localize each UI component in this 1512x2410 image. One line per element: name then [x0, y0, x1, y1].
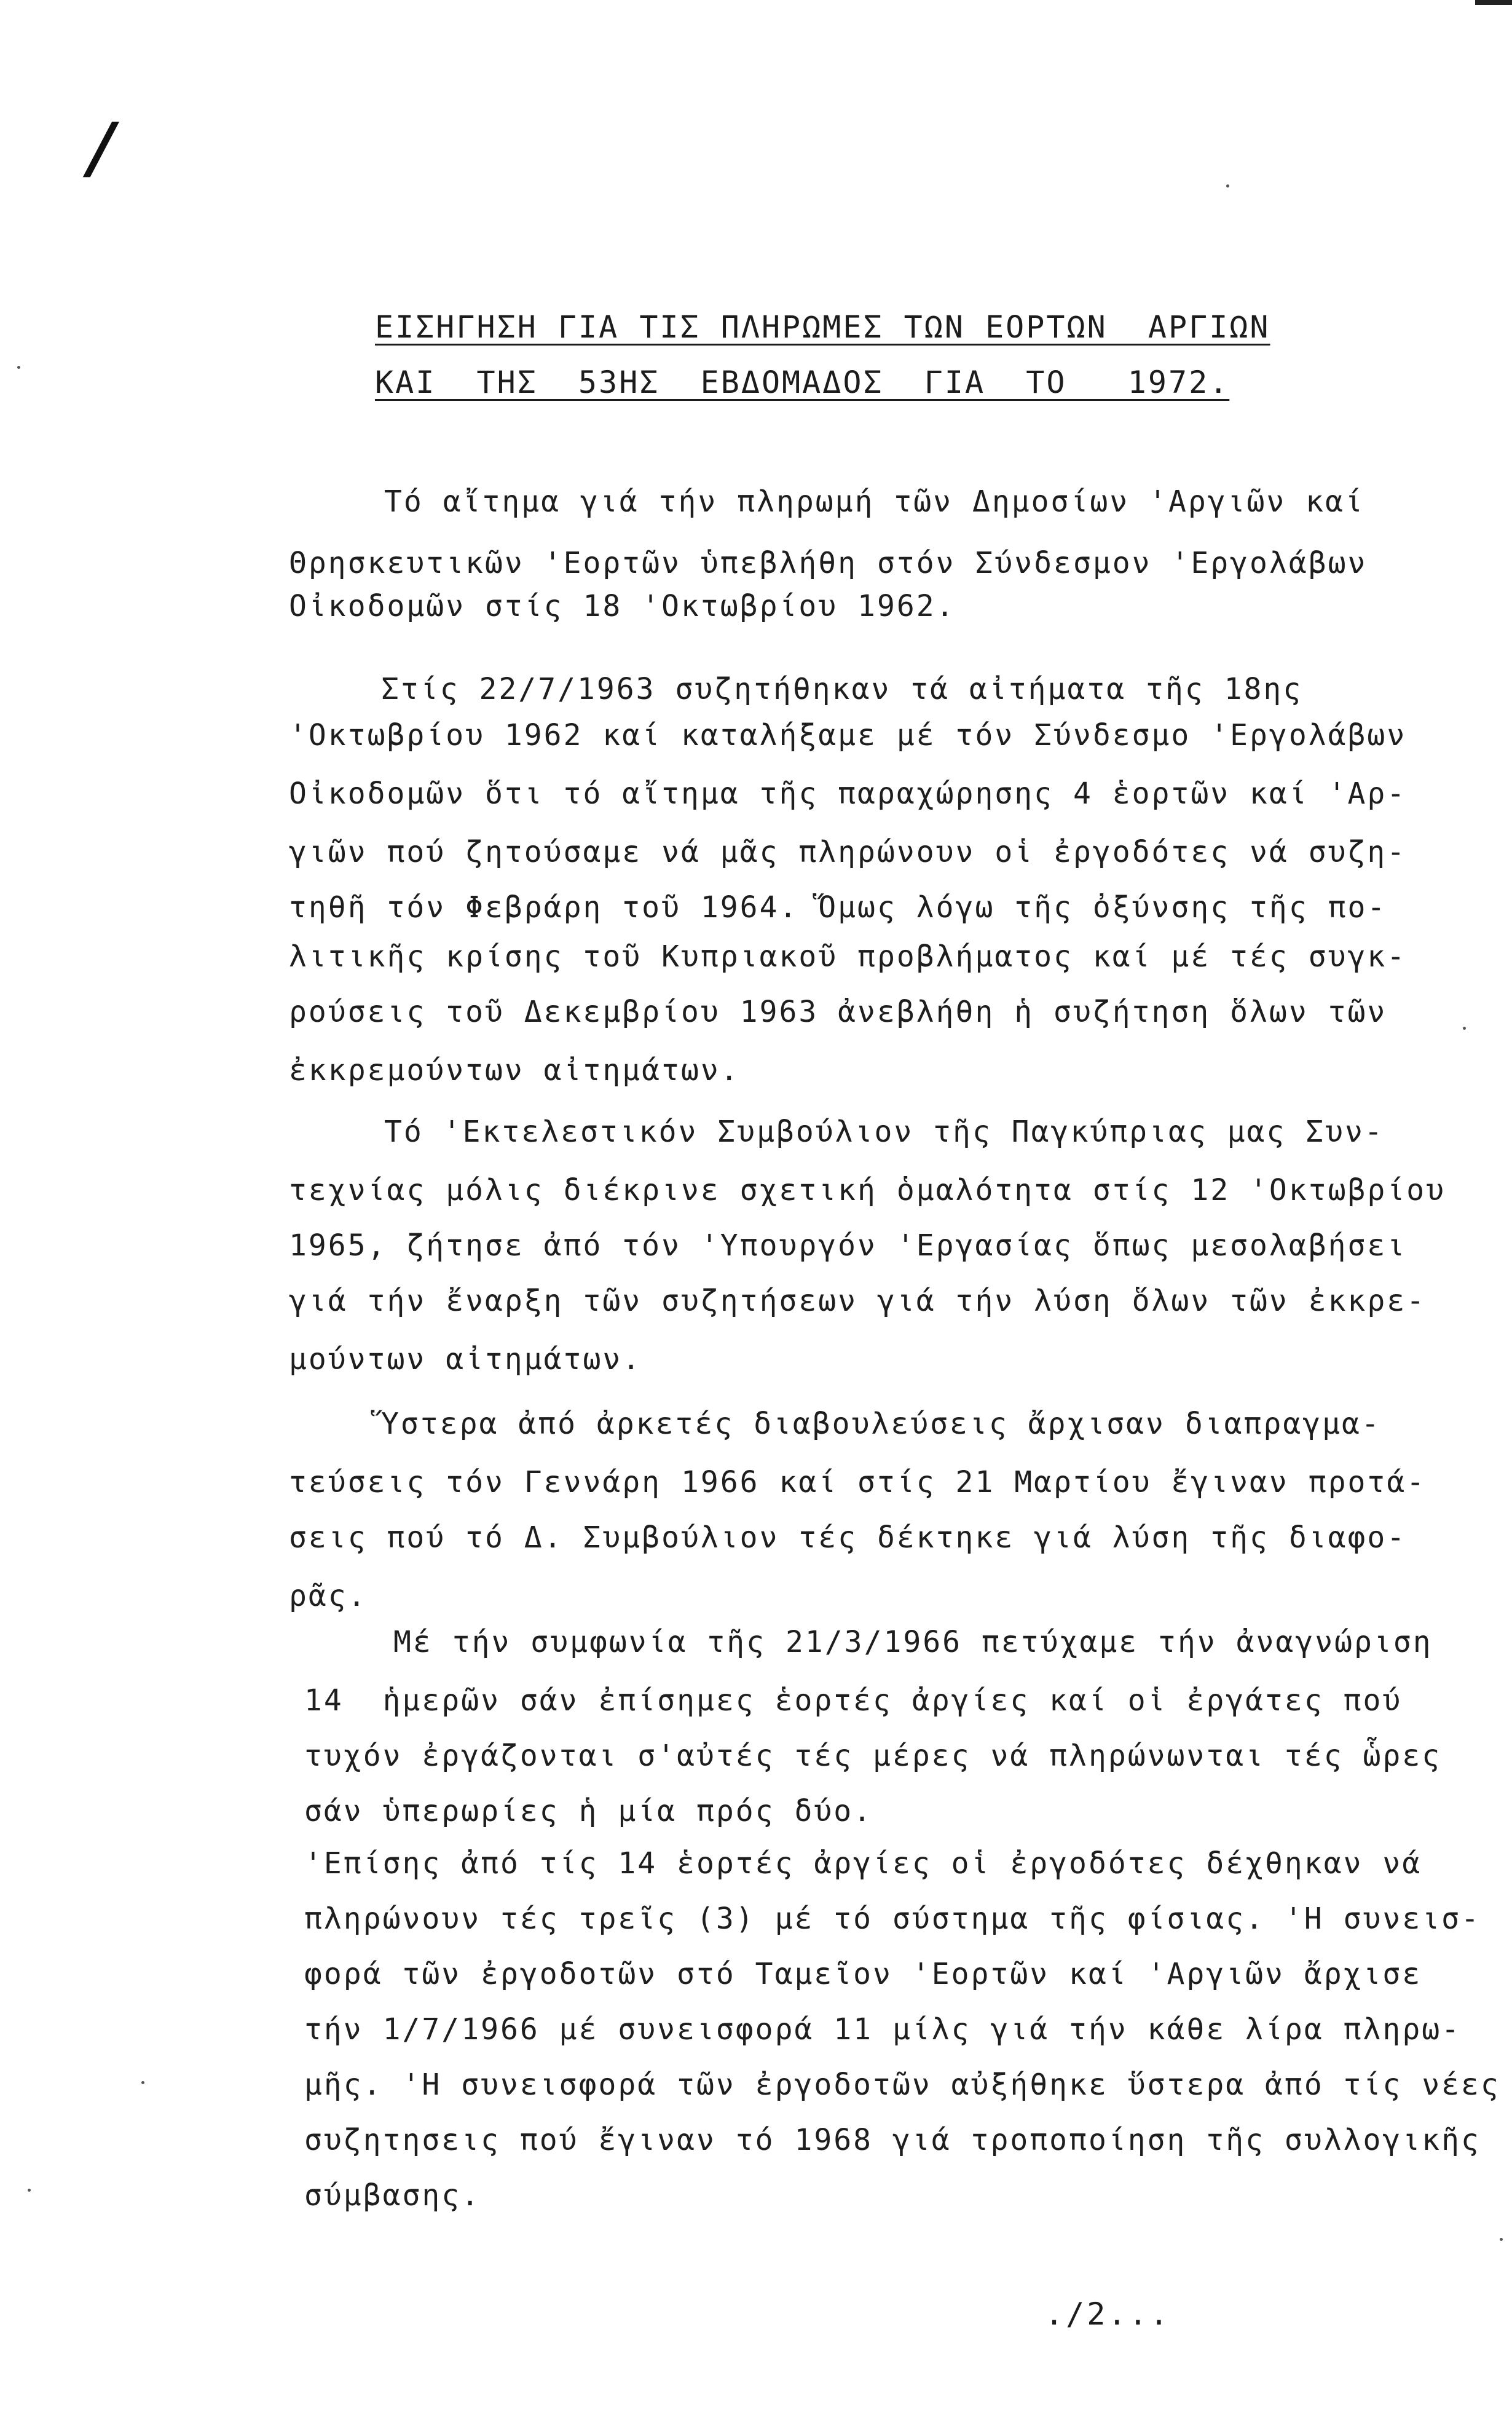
text-line: ρούσεις τοῦ Δεκεμβρίου 1963 ἀνεβλήθη ἡ συζήτηση ὅλων τῶν	[289, 995, 1387, 1029]
text-line: 14 ἡμερῶν σάν ἐπίσημες ἑορτές ἀργίες καί οἱ ἐργάτες πού	[304, 1683, 1403, 1718]
text-line: σύμβασης.	[304, 2178, 481, 2213]
text-line: τηθῆ τόν Φεβράρη τοῦ 1964. Ὅμως λόγω τῆς ὀξύνσης τῆς πο-	[289, 890, 1387, 925]
text-line: ἐκκρεμούντων αἰτημάτων.	[289, 1053, 740, 1088]
text-line: ρᾶς.	[289, 1579, 368, 1613]
text-line: Οἰκοδομῶν στίς 18 'Οκτωβρίου 1962.	[289, 589, 956, 623]
text-line: φορά τῶν ἐργοδοτῶν στό Ταμεῖον 'Εορτῶν καί 'Αργιῶν ἄρχισε	[304, 1957, 1422, 1991]
text-line: μῆς. 'Η συνεισφορά τῶν ἐργοδοτῶν αὐξήθηκε ὕστερα ἀπό τίς νέες	[304, 2068, 1500, 2102]
scan-speck	[141, 2081, 144, 2084]
text-line: Ὕστερα ἀπό ἀρκετές διαβουλεύσεις ἄρχισαν διαπραγμα-	[381, 1407, 1381, 1441]
scan-speck	[1500, 2238, 1503, 2241]
text-line: μούντων αἰτημάτων.	[289, 1342, 642, 1377]
text-line: 'Οκτωβρίου 1962 καί καταλήξαμε μέ τόν Σύνδεσμο 'Εργολάβων	[289, 718, 1407, 753]
text-line: 'Επίσης ἀπό τίς 14 ἑορτές ἀργίες οἱ ἐργοδότες δέχθηκαν νά	[304, 1846, 1422, 1881]
text-line: τήν 1/7/1966 μέ συνεισφορά 11 μίλς γιά τήν κάθε λίρα πληρω-	[304, 2012, 1462, 2047]
text-line: Μέ τήν συμφωνία τῆς 21/3/1966 πετύχαμε τήν ἀναγνώριση	[393, 1625, 1433, 1659]
text-line: Θρησκευτικῶν 'Εορτῶν ὑπεβλήθη στόν Σύνδεσμον 'Εργολάβων	[289, 546, 1368, 580]
text-line: συζητησεις πού ἔγιναν τό 1968 γιά τροποποίηση τῆς συλλογικῆς	[304, 2123, 1481, 2157]
text-line: πληρώνουν τές τρεῖς (3) μέ τό σύστημα τῆς φίσιας. 'Η συνεισ-	[304, 1902, 1481, 1936]
text-line: Τό αἴτημα γιά τήν πληρωμή τῶν Δημοσίων 'Αργιῶν καί	[384, 484, 1364, 519]
scan-corner-mark	[1475, 0, 1512, 5]
text-line: τεύσεις τόν Γεννάρη 1966 καί στίς 21 Μαρτίου ἔγιναν προτά-	[289, 1465, 1427, 1499]
text-line: σεις πού τό Δ. Συμβούλιον τές δέκτηκε γιά λύση τῆς διαφο-	[289, 1520, 1407, 1555]
scan-speck	[28, 2189, 31, 2192]
text-line: γιά τήν ἔναρξη τῶν συζητήσεων γιά τήν λύση ὅλων τῶν ἐκκρε-	[289, 1284, 1427, 1318]
margin-mark: /	[81, 108, 122, 187]
text-line: 1965, ζήτησε ἀπό τόν 'Υπουργόν 'Εργασίας ὅπως μεσολαβήσει	[289, 1228, 1407, 1263]
text-line: τυχόν ἐργάζονται σ'αὐτές τές μέρες νά πληρώνωνται τές ὧρες	[304, 1739, 1442, 1773]
scan-speck	[1226, 184, 1229, 188]
title-line-2: ΚΑΙ ΤΗΣ 53ΗΣ ΕΒΔΟΜΑΔΟΣ ΓΙΑ ΤΟ 1972.	[375, 365, 1230, 400]
page-number: ./2...	[1045, 2296, 1171, 2332]
scan-speck	[1463, 1027, 1466, 1030]
text-line: Στίς 22/7/1963 συζητήθηκαν τά αἰτήματα τῆς 18ης	[381, 672, 1303, 706]
text-line: γιῶν πού ζητούσαμε νά μᾶς πληρώνουν οἱ ἐργοδότες νά συζη-	[289, 835, 1407, 869]
title-line-1: ΕΙΣΗΓΗΣΗ ΓΙΑ ΤΙΣ ΠΛΗΡΩΜΕΣ ΤΩΝ ΕΟΡΤΩΝ ΑΡΓΙΩΝ	[375, 309, 1270, 345]
text-line: σάν ὑπερωρίες ἡ μία πρός δύο.	[304, 1794, 873, 1828]
text-line: λιτικῆς κρίσης τοῦ Κυπριακοῦ προβλήματος καί μέ τές συγκ-	[289, 939, 1407, 974]
text-line: Τό 'Εκτελεστικόν Συμβούλιον τῆς Παγκύπριας μας Συν-	[384, 1115, 1384, 1149]
text-line: Οἰκοδομῶν ὅτι τό αἴτημα τῆς παραχώρησης 4 ἑορτῶν καί 'Αρ-	[289, 776, 1407, 811]
scan-speck	[17, 366, 20, 369]
text-line: τεχνίας μόλις διέκρινε σχετική ὁμαλότητα στίς 12 'Οκτωβρίου	[289, 1173, 1446, 1207]
